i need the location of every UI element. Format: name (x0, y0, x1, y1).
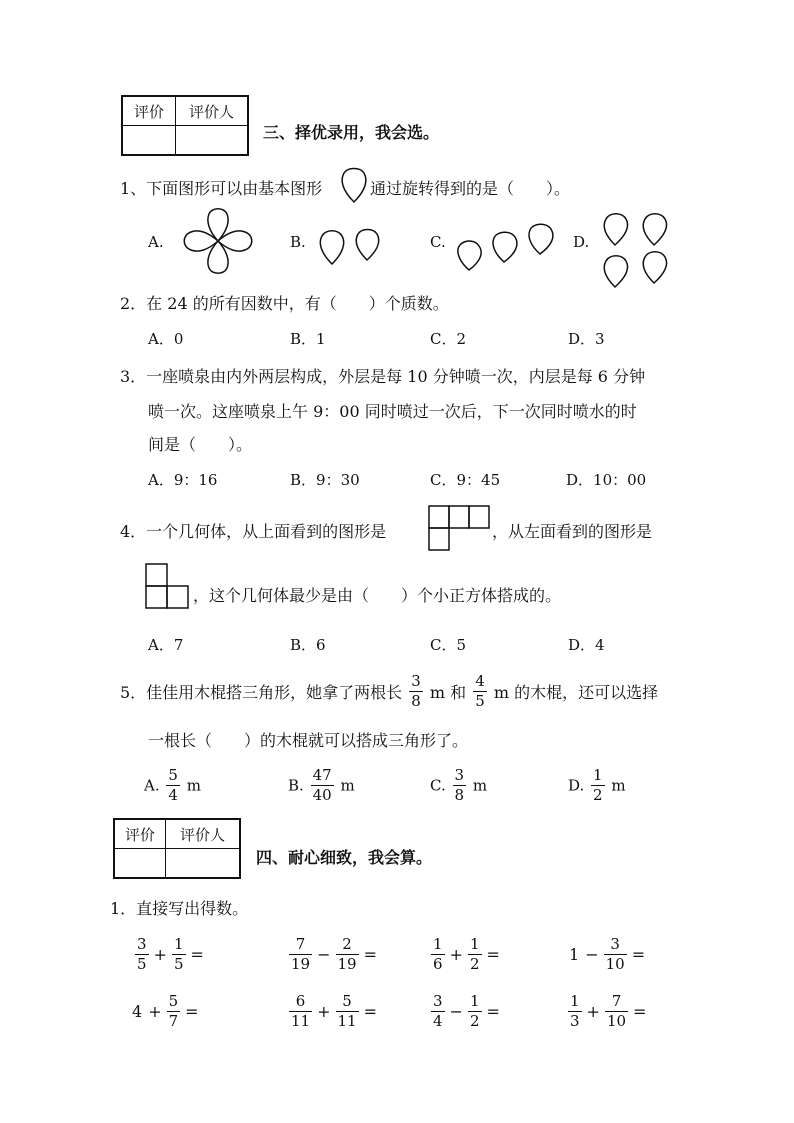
numerator: 7 (289, 935, 312, 955)
q5-option-d-numerator: 1 (593, 766, 603, 784)
whole-number: 1 (569, 945, 580, 964)
numerator: 3 (433, 992, 443, 1010)
equals-sign: = (185, 1002, 199, 1021)
q5-option-c-numerator: 3 (454, 766, 465, 784)
q4-left-view-grid-icon (145, 563, 189, 609)
calc-r2-c4 (566, 992, 649, 1031)
q1-text-before: 1、下面图形可以由基本图形 (120, 179, 323, 198)
denominator: 6 (433, 955, 443, 973)
q3-option-c[interactable]: C．9：45 (430, 471, 501, 489)
denominator: 10 (606, 1012, 627, 1030)
equals-sign: = (633, 1002, 647, 1021)
q5-option-c-label: C. (430, 776, 446, 795)
q5-line1 (120, 672, 658, 711)
q5-option-c[interactable] (430, 766, 487, 805)
calc-fraction (167, 992, 181, 1031)
q2-option-a[interactable]: A．0 (148, 330, 184, 348)
calc-fraction (468, 935, 482, 974)
q5-option-d[interactable] (568, 766, 626, 805)
grade-table-section3 (121, 95, 249, 156)
calc-fraction (289, 992, 312, 1031)
q5-option-d-unit: m (611, 776, 626, 795)
equals-sign: = (631, 945, 646, 964)
denominator: 11 (337, 1012, 357, 1030)
q1-option-b-label[interactable]: B. (290, 233, 306, 251)
q3-option-d[interactable]: D．10：00 (566, 471, 647, 489)
calc-r2-c2 (287, 992, 380, 1031)
denominator: 5 (173, 955, 184, 973)
q1-option-d-label[interactable]: D. (573, 233, 590, 251)
denominator: 5 (137, 955, 147, 973)
calc-fraction (289, 935, 312, 974)
calc-r1-c3 (429, 935, 503, 974)
calc-r1-c2 (287, 935, 380, 974)
numerator: 5 (168, 992, 179, 1010)
calc-fraction (431, 992, 445, 1031)
q5-option-b-denominator: 40 (312, 786, 332, 804)
q5-option-a-unit: m (186, 776, 201, 795)
equals-sign: = (190, 945, 204, 964)
q2-option-d[interactable]: D．3 (568, 330, 605, 348)
denominator: 3 (570, 1012, 580, 1030)
q5-option-d-label: D. (568, 776, 585, 795)
calc-r2-c1 (129, 992, 202, 1031)
calc-fraction (605, 992, 628, 1031)
denominator: 2 (469, 1012, 480, 1030)
calc-fraction (336, 935, 359, 974)
operator: + (148, 1002, 162, 1021)
q3-line3: 间是（ ）。 (148, 435, 253, 454)
q4-top-view-grid-icon (428, 505, 490, 551)
q4-text-after: ，从左面看到的图形是 (492, 522, 653, 541)
petal-basic-shape-icon (340, 166, 368, 204)
q5-option-a-label: A. (144, 776, 160, 795)
q1-option-b-petals-icon[interactable] (316, 226, 386, 268)
operator: + (449, 945, 463, 964)
equals-sign: = (486, 945, 500, 964)
q5-fraction-2-numerator: 4 (475, 672, 485, 690)
grade-cell-evaluation[interactable] (122, 126, 176, 156)
section3-title: 三、择优录用，我会选。 (263, 123, 440, 142)
whole-number: 4 (132, 1002, 143, 1021)
operator: + (586, 1002, 600, 1021)
q1-option-a-flower-icon[interactable] (176, 203, 260, 279)
calc-fraction (431, 935, 445, 974)
numerator: 2 (336, 935, 359, 955)
calc-fraction (568, 992, 582, 1031)
q5-fraction-2-denominator: 5 (475, 692, 485, 710)
q5-option-b-fraction (311, 766, 334, 805)
operator: − (449, 1002, 463, 1021)
numerator: 7 (605, 992, 628, 1012)
grade-header-evaluation: 评价 (114, 819, 166, 849)
grade-cell-evaluator[interactable] (176, 126, 249, 156)
equals-sign: = (363, 945, 377, 964)
calc-fraction (604, 935, 627, 974)
calc-fraction (468, 992, 482, 1031)
operator: + (317, 1002, 331, 1021)
numerator: 3 (604, 935, 627, 955)
q4-option-d[interactable]: D．4 (568, 636, 605, 654)
q5-option-a-denominator: 4 (168, 786, 178, 804)
grade-cell-evaluation[interactable] (114, 849, 166, 879)
operator: − (317, 945, 331, 964)
section4-title: 四、耐心细致，我会算。 (256, 848, 433, 867)
q5-option-c-denominator: 8 (454, 786, 465, 804)
grade-cell-evaluator[interactable] (166, 849, 241, 879)
denominator: 10 (605, 955, 625, 973)
q5-option-b-label: B. (288, 776, 304, 795)
denominator: 19 (337, 955, 357, 973)
q2-option-c[interactable]: C．2 (430, 330, 467, 348)
q5-text-part1: 5．佳佳用木棍搭三角形，她拿了两根长 (120, 683, 403, 702)
grade-header-evaluation: 评价 (122, 96, 176, 126)
numerator: 3 (137, 935, 147, 953)
q3-option-a[interactable]: A．9：16 (148, 471, 218, 489)
calc-fraction (172, 935, 186, 974)
calc-fraction (135, 935, 149, 974)
q4-line2: ，这个几何体最少是由（ ）个小正方体搭成的。 (193, 586, 562, 605)
denominator: 19 (291, 955, 311, 973)
q5-option-d-fraction (591, 766, 605, 805)
q3-line2: 喷一次。这座喷泉上午 9：00 同时喷过一次后，下一次同时喷水的时 (148, 402, 637, 421)
q2-option-b[interactable]: B．1 (290, 330, 326, 348)
q1-text-after: 通过旋转得到的是（ ）。 (370, 179, 571, 198)
q5-text-part3: m 的木棍，还可以选择 (493, 683, 659, 702)
q5-line2: 一根长（ ）的木棍就可以搭成三角形了。 (148, 731, 469, 750)
q5-fraction-1-denominator: 8 (411, 692, 421, 710)
numerator: 1 (570, 992, 580, 1010)
q5-fraction-2 (473, 672, 487, 711)
operator: + (153, 945, 167, 964)
grade-header-evaluator: 评价人 (166, 819, 241, 849)
q5-option-b-unit: m (340, 776, 355, 795)
calc-r1-c4 (566, 935, 648, 974)
grade-header-evaluator: 评价人 (176, 96, 249, 126)
q5-text-part2: m 和 (429, 683, 467, 702)
q4-option-c[interactable]: C．5 (430, 636, 467, 654)
q5-option-c-fraction (453, 766, 467, 805)
calc-r2-c3 (429, 992, 503, 1031)
q5-option-c-unit: m (472, 776, 488, 795)
denominator: 7 (168, 1012, 179, 1030)
equals-sign: = (363, 1002, 377, 1021)
q1-option-c-label[interactable]: C. (430, 233, 446, 251)
q4-option-a[interactable]: A．7 (148, 636, 184, 654)
q3-line1: 3．一座喷泉由内外两层构成，外层是每 10 分钟喷一次，内层是每 6 分钟 (120, 367, 646, 386)
numerator: 1 (433, 935, 443, 953)
q3-option-b[interactable]: B．9：30 (290, 471, 360, 489)
calc-fraction (336, 992, 359, 1031)
denominator: 2 (469, 955, 480, 973)
q1-option-a-label[interactable]: A. (148, 233, 164, 251)
q2-text: 2．在 24 的所有因数中，有（ ）个质数。 (120, 294, 449, 313)
numerator: 1 (173, 935, 184, 953)
q4-option-b[interactable]: B．6 (290, 636, 326, 654)
calc-r1-c1 (133, 935, 207, 974)
q4-text-before: 4．一个几何体，从上面看到的图形是 (120, 522, 387, 541)
q5-fraction-1-numerator: 3 (411, 672, 421, 690)
q1-option-d-petals-icon[interactable] (597, 207, 673, 289)
numerator: 5 (336, 992, 359, 1012)
q5-option-b[interactable] (288, 766, 355, 805)
grade-table-section4 (113, 818, 241, 879)
operator: − (585, 945, 599, 964)
numerator: 1 (469, 935, 480, 953)
equals-sign: = (486, 1002, 500, 1021)
section4-q1-title: 1．直接写出得数。 (110, 899, 249, 918)
q5-option-b-numerator: 47 (312, 766, 332, 784)
denominator: 4 (433, 1012, 443, 1030)
q5-option-a-fraction (166, 766, 180, 805)
q1-option-c-petals-icon[interactable] (454, 214, 558, 274)
q5-option-a-numerator: 5 (168, 766, 178, 784)
numerator: 1 (469, 992, 480, 1010)
denominator: 11 (291, 1012, 311, 1030)
numerator: 6 (289, 992, 312, 1012)
q5-fraction-1 (409, 672, 423, 711)
q5-option-a[interactable] (144, 766, 201, 805)
q5-option-d-denominator: 2 (593, 786, 603, 804)
